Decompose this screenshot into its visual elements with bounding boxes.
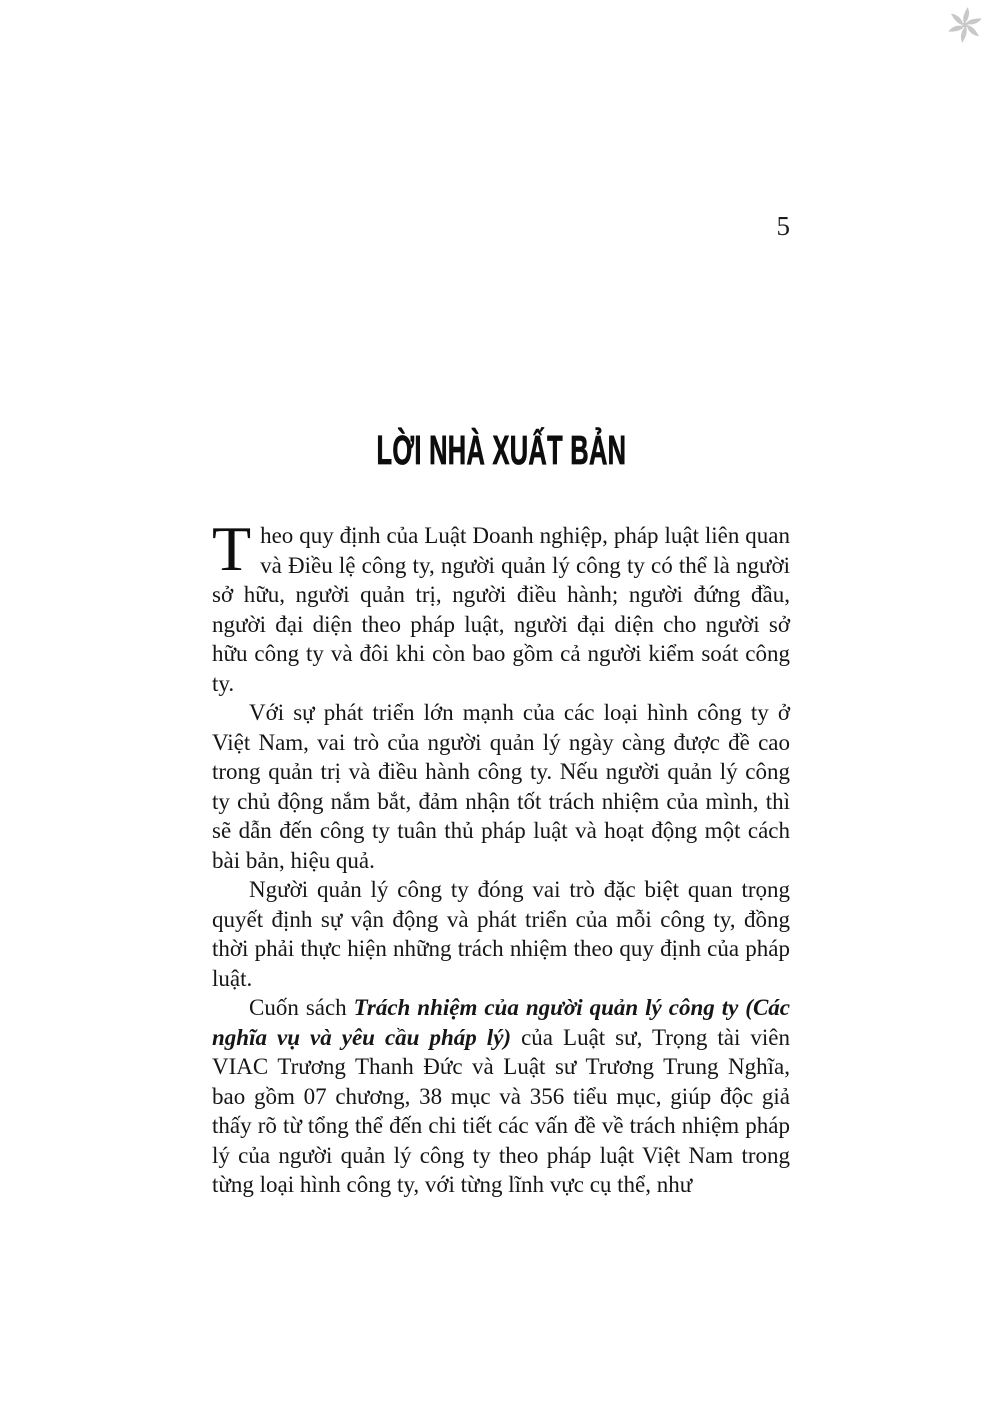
drop-cap: T bbox=[212, 513, 252, 584]
paragraph-4 bbox=[212, 993, 790, 1200]
body-text bbox=[212, 513, 790, 1200]
paragraph-4-tail: của Luật sư, Trọng tài viên VIAC Trương Thanh Đức và Luật sư Trương Trung Nghĩa, bao gồm 07 chương, 38 mục và 356 tiểu mục, giúp độc giả thấy rõ từ tổng thể đến chi tiết các vấn đề về trách nhiệm pháp lý của người quản lý công ty theo pháp luật Việt Nam trong từng loại hình công ty, với từng lĩnh vực cụ thể, như bbox=[212, 1024, 790, 1197]
paragraph-2: Với sự phát triển lớn mạnh của các loại hình công ty ở Việt Nam, vai trò của người quản lý ngày càng được đề cao trong quản trị và điều hành công ty. Nếu người quản lý công ty chủ động nắm bắt, đảm nhận tốt trách nhiệm của mình, thì sẽ dẫn đến công ty tuân thủ pháp luật và hoạt động một cách bài bản, hiệu quả. bbox=[212, 700, 790, 873]
paragraph-1-text: heo quy định của Luật Doanh nghiệp, pháp luật liên quan và Điều lệ công ty, người quản lý công ty có thể là người sở hữu, người quản trị, người điều hành; người đứng đầu, người đại diện theo pháp luật, người đại diện cho người sở hữu công ty và đôi khi còn bao gồm cả người kiểm soát công ty. bbox=[212, 523, 790, 696]
page-number: 5 bbox=[776, 211, 790, 241]
paragraph-3: Người quản lý công ty đóng vai trò đặc biệt quan trọng quyết định sự vận động và phát triển của mỗi công ty, đồng thời phải thực hiện những trách nhiệm theo quy định của pháp luật. bbox=[212, 877, 790, 991]
page-title-text: LỜI NHÀ XUẤT BẢN bbox=[376, 427, 626, 473]
paragraph-4-lead: Cuốn sách bbox=[249, 995, 354, 1020]
book-title-emphasis: Trách nhiệm của người quản lý công ty (Các nghĩa vụ và yêu cầu pháp lý) bbox=[212, 995, 790, 1050]
page-title bbox=[212, 428, 790, 472]
flower-asterisk-icon bbox=[944, 4, 986, 46]
paragraph-1 bbox=[212, 513, 790, 698]
